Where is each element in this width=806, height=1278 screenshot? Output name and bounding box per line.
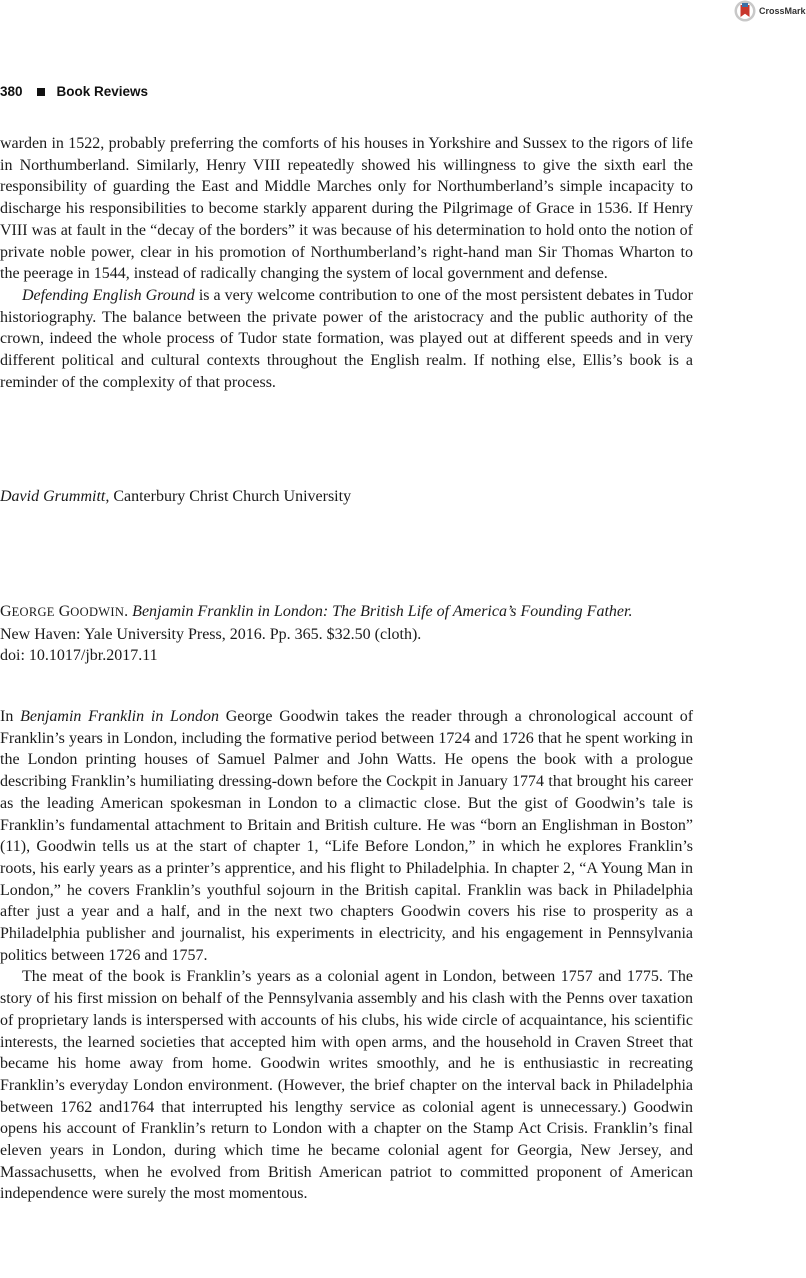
author-first-rest: EORGE	[11, 605, 55, 619]
publication-info: New Haven: Yale University Press, 2016. Pp. 365. $32.50 (cloth).	[0, 625, 422, 643]
review2-book-title: Benjamin Franklin in London: The British Life of America’s Founding Father.	[132, 603, 633, 620]
running-head	[0, 84, 148, 99]
crossmark-icon	[734, 0, 756, 22]
review2-paragraph-1-prefix: In	[0, 708, 21, 725]
section-title: Book Reviews	[56, 84, 149, 99]
reviewer-signature	[0, 488, 351, 506]
doi-link[interactable]: doi: 10.1017/jbr.2017.11	[0, 647, 158, 664]
review2-inline-title: Benjamin Franklin in London	[20, 708, 219, 725]
author-separator: .	[124, 603, 133, 620]
review1-paragraph-1: warden in 1522, probably preferring the comforts of his houses in Yorkshire and Sussex to the rigors of life in Northumberland. Similarly, Henry VIII repeatedly showed his willingness to give the sixth earl the responsibility of guarding the East and Middle Marches only for Northumberland’s simple incapacity to discharge his responsibilities to become starkly apparent during the Pilgrimage of Grace in 1536. If Henry VIII was at fault in the “decay of the borders” it was because of his determination to hold onto the notion of private noble power, clear in his promotion of Northumberland’s right-hand man Sir Thomas Wharton to the peerage in 1544, instead of radically changing the system of local government and defense.	[0, 135, 693, 283]
citation-line-1	[0, 601, 632, 624]
review2-paragraph-2: The meat of the book is Franklin’s years as a colonial agent in London, between 1757 and 1775. The story of his first mission on behalf of the Pennsylvania assembly and his clash with the Penns over taxation of proprietary lands is interspersed with accounts of his clubs, his wide circle of acquaintance, his scientific interests, the learned societies that accepted him with open arms, and the household in Craven Street that became his home away from home. Goodwin writes smoothly, and he is enthusiastic in recreating Franklin’s everyday London environment. (However, the brief chapter on the interval back in Philadelphia between 1762 and1764 that interrupted his lengthy service as colonial agent is unnecessary.) Goodwin opens his account of Franklin’s return to London with a chapter on the Stamp Act Crisis. Franklin’s final eleven years in London, during which time he became colonial agent for Georgia, New Jersey, and Massachusetts, when he evolved from British American patriot to committed proponent of American independence were surely the most momentous.	[0, 968, 693, 1203]
review1-paragraph-2	[0, 285, 693, 394]
review1-book-title: Defending English Ground	[22, 286, 195, 304]
review2-citation	[0, 601, 632, 667]
author-last-rest: OODWIN	[70, 605, 125, 619]
crossmark-label: CrossMark	[759, 6, 806, 16]
author-last-initial: G	[58, 603, 71, 620]
square-bullet-icon	[37, 88, 45, 96]
crossmark-badge[interactable]	[734, 0, 806, 22]
page-number: 380	[0, 84, 23, 99]
review1-body	[0, 133, 693, 393]
review2-paragraph-1-text: George Goodwin takes the reader through a chronological account of Franklin’s years in London, including the formative period between 1724 and 1726 that he spent working in the London printing houses of Samuel Palmer and John Watts. He opens the book with a prologue describing Franklin’s humiliating dressing-down before the Cockpit in January 1774 that brought his career as the leading American spokesman in London to a climactic close. But the gist of Goodwin’s tale is Franklin’s fundamental attachment to Britain and British culture. He was “born an Englishman in Boston” (11), Goodwin tells us at the start of chapter 1, “Life Before London,” in which he explores Franklin’s roots, his early years as a printer’s apprentice, and his flight to Philadelphia. In chapter 2, “A Young Man in London,” he covers Franklin’s youthful sojourn in the British capital. Franklin was back in Philadelphia after just a year and a half, and in the next two chapters Goodwin covers his rise to prosperity as a Philadelphia publisher and journalist, his experiments in electricity, and his engagement in Pennsylvania politics between 1726 and 1757.	[0, 708, 694, 964]
author-first-initial: G	[0, 603, 12, 620]
review1-paragraph-2-text: is a very welcome contribution to one of the most persistent debates in Tudor historiography. The balance between the private power of the aristocracy and the public authority of the crown, indeed the whole process of Tudor state formation, was played out at different speeds and in very different political and cultural contexts throughout the English realm. If nothing else, Ellis’s book is a reminder of the complexity of that process.	[0, 286, 693, 391]
review2-body	[0, 706, 693, 1205]
review2-paragraph-1	[0, 706, 693, 966]
reviewer-affiliation: Canterbury Christ Church University	[109, 488, 352, 505]
reviewer-name: David Grummitt,	[0, 488, 110, 505]
